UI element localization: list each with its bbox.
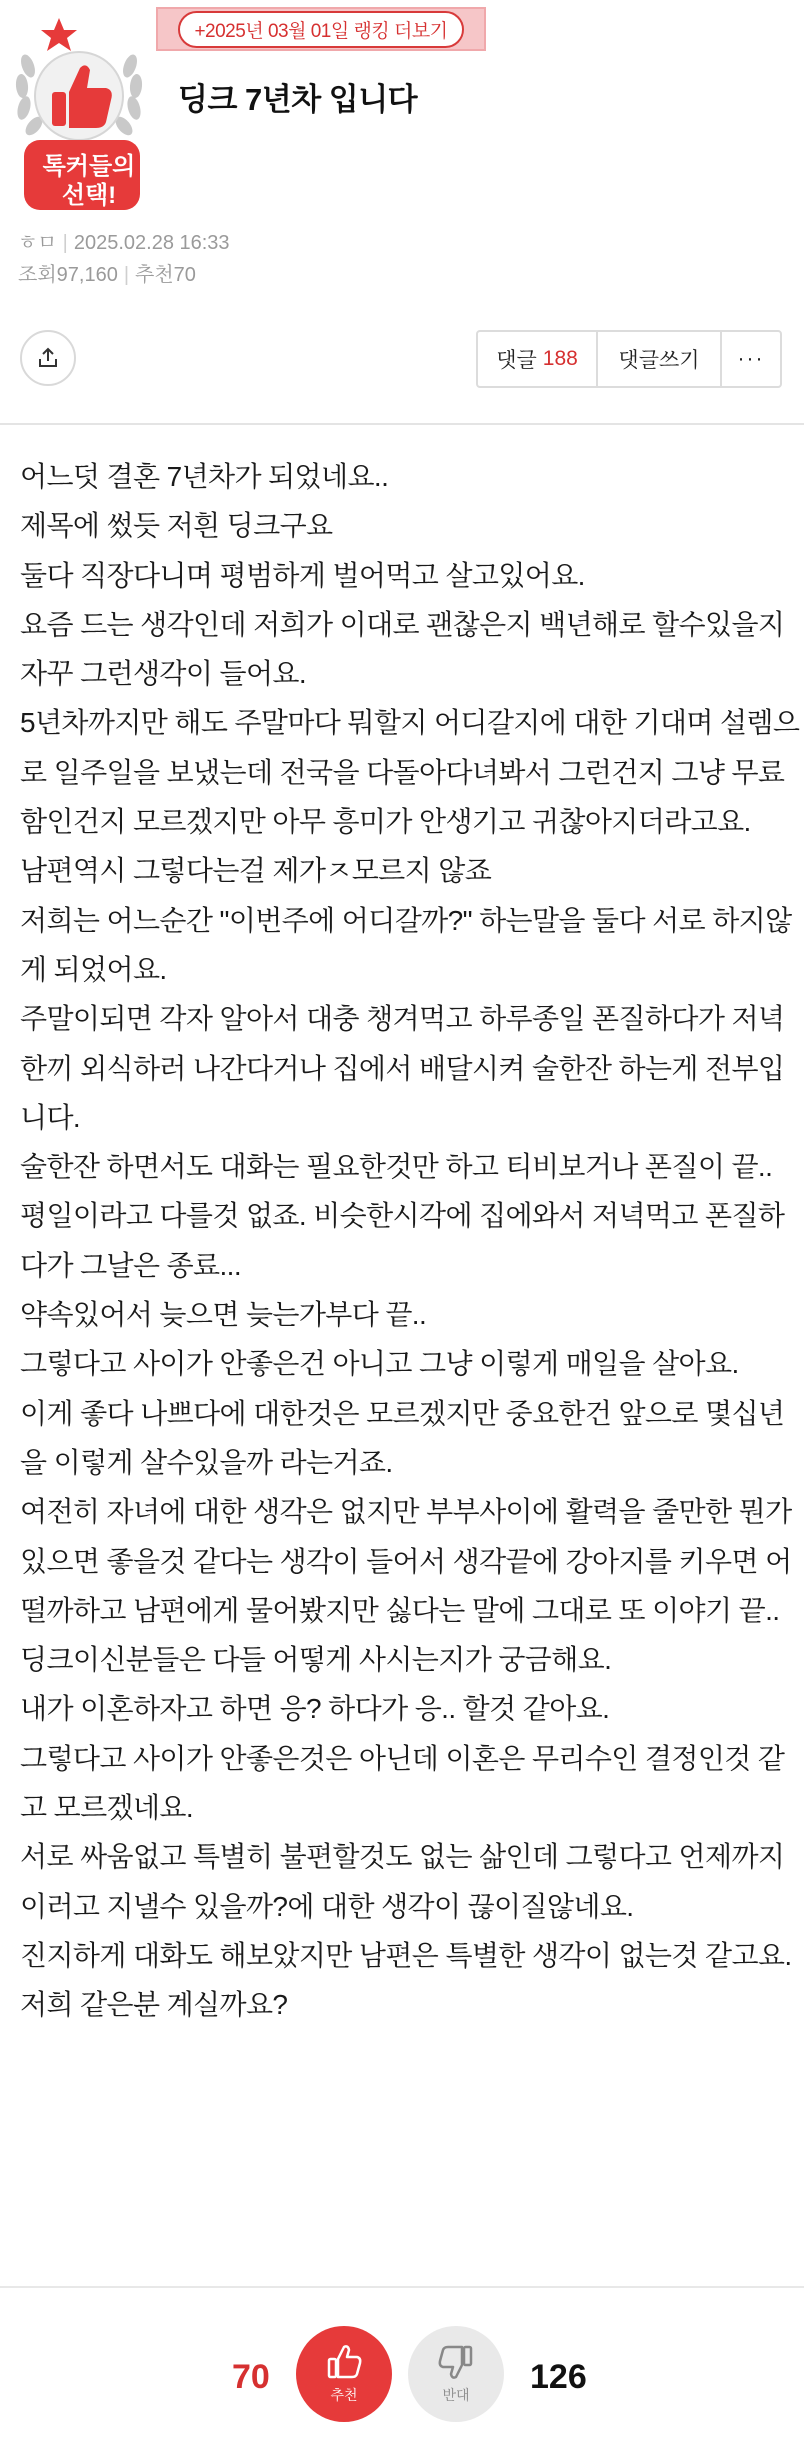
more-button[interactable]: ··· xyxy=(737,347,765,370)
divider xyxy=(0,2286,804,2288)
ranking-more-link-box[interactable] xyxy=(156,7,486,51)
content-line: 고 모르겠네요. xyxy=(20,1792,194,1824)
content-line: 로 일주일을 보냈는데 전국을 다돌아다녀봐서 그런건지 그냥 무료 xyxy=(20,756,785,788)
post-title: 딩크 7년차 입니다 xyxy=(178,82,418,117)
recommend-vote-count: 70 xyxy=(232,2358,270,2396)
divider xyxy=(0,423,804,425)
content-line: 이게 좋다 나쁘다에 대한것은 모르겠지만 중요한건 앞으로 몇십년 xyxy=(20,1397,785,1429)
content-line: 딩크이신분들은 다들 어떻게 사시는지가 궁금해요. xyxy=(20,1644,612,1676)
recommend-label: 추천 xyxy=(135,264,174,286)
post-actions xyxy=(0,330,804,398)
badge-line2: 선택! xyxy=(61,182,117,209)
post-date: 2025.02.28 16:33 xyxy=(73,232,230,254)
vote-area xyxy=(0,2322,804,2432)
content-line: 둘다 직장다니며 평범하게 벌어먹고 살고있어요. xyxy=(20,559,585,591)
content-line: 진지하게 대화도 해보았지만 남편은 특별한 생각이 없는것 같고요. xyxy=(20,1939,792,1971)
content-line: 5년차까지만 해도 주말마다 뭐할지 어디갈지에 대한 기대며 설렘으 xyxy=(20,707,800,739)
recommend-button-label: 추천 xyxy=(330,2387,358,2403)
oppose-button[interactable] xyxy=(408,2326,504,2422)
share-icon xyxy=(36,346,60,370)
views-count: 97,160 xyxy=(56,264,118,286)
content-line: 어느덧 결혼 7년차가 되었네요.. xyxy=(20,461,389,492)
content-line: 다가 그날은 종료... xyxy=(20,1249,242,1281)
content-line: 여전히 자녀에 대한 생각은 없지만 부부사이에 활력을 줄만한 뭔가 xyxy=(20,1496,792,1528)
content-line: 떨까하고 남편에게 물어봤지만 싫다는 말에 그대로 또 이야기 끝.. xyxy=(20,1594,780,1626)
content-line: 요즘 드는 생각인데 저희가 이대로 괜찮은지 백년해로 할수있을지 xyxy=(20,608,785,640)
content-line: 제목에 썼듯 저흰 딩크구요 xyxy=(20,510,333,542)
content-line: 서로 싸움없고 특별히 불편할것도 없는 삶인데 그렇다고 언제까지 xyxy=(20,1841,785,1873)
content-line: 주말이되면 각자 알아서 대충 챙겨먹고 하루종일 폰질하다가 저녁 xyxy=(20,1003,785,1035)
content-line: 게 되었어요. xyxy=(20,953,167,985)
star-icon xyxy=(41,18,77,51)
content-line: 남편역시 그렇다는걸 제가ㅈ모르지 않죠 xyxy=(20,855,492,887)
post-body xyxy=(20,452,800,2030)
share-button[interactable] xyxy=(20,330,76,386)
content-line: 그렇다고 사이가 안좋은건 아니고 그냥 이렇게 매일을 살아요. xyxy=(20,1348,739,1380)
content-line: 함인건지 모르겠지만 아무 흥미가 안생기고 귀찮아지더라고요. xyxy=(20,806,751,838)
content-line: 을 이렇게 살수있을까 라는거죠. xyxy=(20,1446,393,1478)
thumbs-down-icon xyxy=(437,2343,475,2381)
content-line: 자꾸 그런생각이 들어요. xyxy=(20,658,307,690)
comment-label: 댓글 xyxy=(496,349,537,372)
content-line: 술한잔 하면서도 대화는 필요한것만 하고 티비보거나 폰질이 끝.. xyxy=(20,1151,773,1183)
thumbs-up-icon xyxy=(325,2343,363,2381)
oppose-vote-count: 126 xyxy=(530,2358,587,2396)
post-meta-stats: 조회97,160 | 추천70 xyxy=(18,264,196,286)
oppose-button-label: 반대 xyxy=(442,2387,470,2403)
post-header xyxy=(0,0,804,290)
badge-label xyxy=(32,152,146,210)
comment-button-group xyxy=(476,330,782,388)
content-line: 약속있어서 늦으면 늦는가부다 끝.. xyxy=(20,1299,427,1331)
content-line: 이러고 지낼수 있을까?에 대한 생각이 끊이질않네요. xyxy=(20,1890,634,1922)
recommend-count: 70 xyxy=(173,264,196,286)
post-meta-author-date: ㅎㅁ | 2025.02.28 16:33 xyxy=(18,232,230,254)
talker-choice-badge xyxy=(14,18,164,213)
content-line: 한끼 외식하러 나간다거나 집에서 배달시켜 술한잔 하는게 전부입 xyxy=(20,1052,785,1084)
content-line: 내가 이혼하자고 하면 응? 하다가 응.. 할것 같아요. xyxy=(20,1693,610,1725)
comment-count: 188 xyxy=(542,347,578,370)
content-line: 저희는 어느순간 "이번주에 어디갈까?" 하는말을 둘다 서로 하지않 xyxy=(20,904,792,936)
badge-line1: 톡커들의 xyxy=(42,153,136,180)
content-line: 저희 같은분 계실까요? xyxy=(20,1989,288,2021)
content-line: 있으면 좋을것 같다는 생각이 들어서 생각끝에 강아지를 키우면 어 xyxy=(20,1545,792,1577)
views-label: 조회 xyxy=(18,264,57,286)
write-comment-button[interactable]: 댓글쓰기 xyxy=(598,332,722,386)
recommend-button[interactable] xyxy=(296,2326,392,2422)
content-line: 니다. xyxy=(20,1101,81,1133)
author-name[interactable]: ㅎㅁ xyxy=(18,232,57,254)
content-line: 그렇다고 사이가 안좋은것은 아닌데 이혼은 무리수인 결정인것 같 xyxy=(20,1742,785,1774)
ranking-more-link[interactable]: +2025년 03월 01일 랭킹 더보기 xyxy=(178,11,463,48)
content-line: 평일이라고 다를것 없죠. 비슷한시각에 집에와서 저녁먹고 폰질하 xyxy=(20,1200,785,1232)
comment-button[interactable] xyxy=(478,332,598,386)
